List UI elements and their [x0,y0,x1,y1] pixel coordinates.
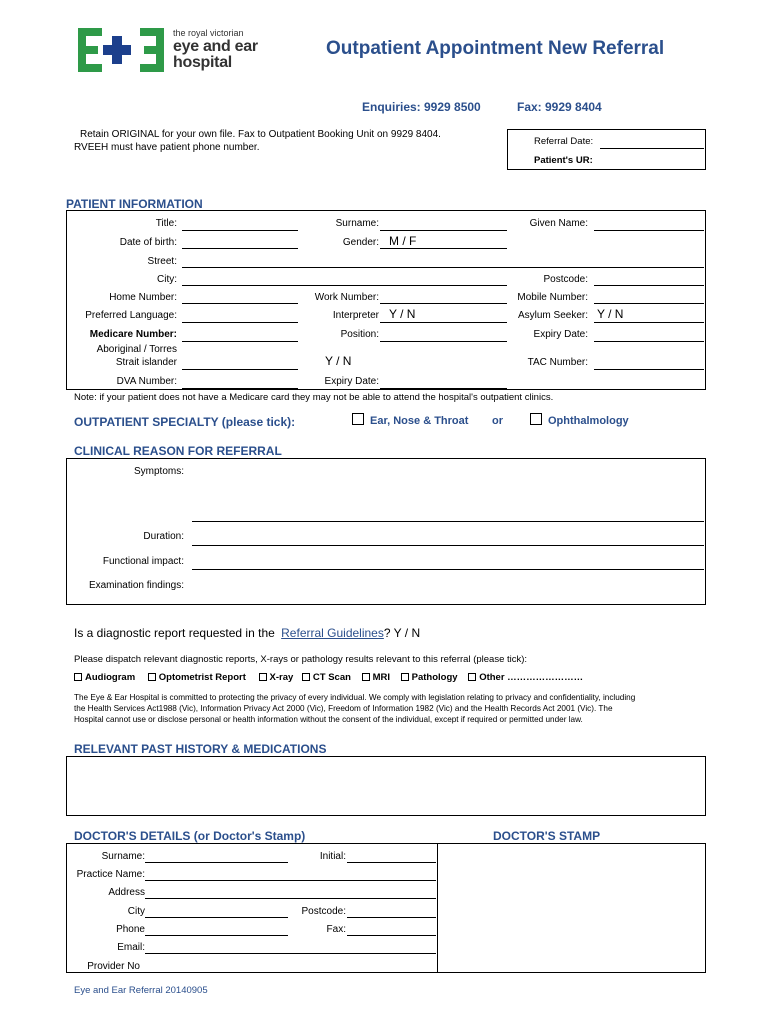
gender-field[interactable] [380,248,507,249]
mri-option[interactable] [362,672,390,683]
mobile-number-label: Mobile Number: [517,292,588,303]
given-name-field[interactable] [594,230,704,231]
expiry-date-label: Expiry Date: [533,329,588,340]
doctor-phone-label: Phone [116,924,145,935]
doctor-initial-label: Initial: [319,851,346,862]
doctor-stamp-heading: DOCTOR'S STAMP [493,829,601,843]
doctor-heading: DOCTOR'S DETAILS (or Doctor's Stamp) [74,829,306,843]
footer-text: Eye and Ear Referral 20140905 [74,985,208,996]
expiry-date-field[interactable] [594,341,704,342]
ct-scan-label: CT Scan [312,672,351,683]
referral-date-field[interactable] [600,148,704,149]
ophthalmology-checkbox[interactable] [530,413,542,425]
symptoms-field[interactable] [192,521,704,522]
surname-label: Surname: [335,218,379,229]
audiogram-checkbox[interactable] [74,673,82,681]
xray-option[interactable] [259,672,294,683]
or-text: or [492,415,503,427]
provider-no-label: Provider No [87,961,140,972]
optometrist-option[interactable] [148,672,246,683]
functional-impact-field[interactable] [192,569,704,570]
optometrist-checkbox[interactable] [148,673,156,681]
tac-number-label: TAC Number: [527,357,588,368]
page-title: Outpatient Appointment New Referral [326,38,665,59]
specialty-heading: OUTPATIENT SPECIALTY (please tick): [74,415,296,429]
interpreter-field[interactable] [380,322,507,323]
fax-number: Fax: 9929 8404 [517,100,602,114]
xray-checkbox[interactable] [259,673,267,681]
city-field[interactable] [182,285,507,286]
work-number-label: Work Number: [314,292,379,303]
other-checkbox[interactable] [468,673,476,681]
address-label: Address [108,887,145,898]
diagnostic-question [74,626,420,640]
mobile-number-field[interactable] [594,303,704,304]
aboriginal-label-line2: Strait islander [115,357,177,368]
audiogram-option[interactable] [74,672,135,683]
preferred-language-field[interactable] [182,322,298,323]
privacy-line-2: the Health Services Act1988 (Vic), Information Privacy Act 2000 (Vic), Freedom of Information 1982 (Vic) and the Health Records Act 2001 (Vic). The [74,704,613,713]
doctor-city-field[interactable] [145,917,288,918]
doctor-email-field[interactable] [145,953,436,954]
position-field[interactable] [380,341,507,342]
patient-ur-label: Patient's UR: [534,155,593,166]
referral-guidelines-link[interactable]: Referral Guidelines [281,626,384,640]
aboriginal-field[interactable] [182,369,298,370]
gender-value[interactable]: M / F [389,234,417,248]
dva-expiry-label: Expiry Date: [324,376,379,387]
duration-field[interactable] [192,545,704,546]
ct-scan-checkbox[interactable] [302,673,310,681]
clinical-heading: CLINICAL REASON FOR REFERRAL [74,444,282,458]
medicare-note: Note: if your patient does not have a Medicare card they may not be able to attend the hospital's outpatient clinics. [74,392,554,403]
logo-line-2: eye and ear [173,38,258,55]
retain-note: Retain ORIGINAL for your own file. Fax to Outpatient Booking Unit on 9929 8404. [80,129,441,140]
referral-date-label: Referral Date: [534,136,594,147]
xray-label: X-ray [269,672,294,683]
asylum-seeker-label: Asylum Seeker: [517,310,588,321]
other-label: Other …………………… [479,672,584,683]
doctor-surname-field[interactable] [145,862,288,863]
doctor-postcode-field[interactable] [347,917,436,918]
city-label: City: [157,274,177,285]
doctor-fax-field[interactable] [347,935,436,936]
ophthalmology-label: Ophthalmology [548,415,629,427]
enquiries-number: Enquiries: 9929 8500 [362,100,481,114]
doctor-stamp-box[interactable] [437,843,706,973]
audiogram-label: Audiogram [85,672,136,683]
privacy-line-3: Hospital cannot use or disclose personal or health information without the consent of the individual, except if required or permitted under law. [74,715,583,724]
doctor-surname-label: Surname: [101,851,145,862]
functional-impact-label: Functional impact: [102,556,184,567]
ct-scan-option[interactable] [302,672,351,683]
aboriginal-value[interactable]: Y / N [325,354,352,368]
ent-checkbox[interactable] [352,413,364,425]
given-name-label: Given Name: [529,218,588,229]
address-field[interactable] [145,898,436,899]
mri-checkbox[interactable] [362,673,370,681]
doctor-postcode-label: Postcode: [301,906,346,917]
doctor-city-label: City [127,906,145,917]
history-box[interactable] [66,756,706,816]
pathology-option[interactable] [401,672,458,683]
doctor-fax-label: Fax: [326,924,346,935]
gender-label: Gender: [342,237,379,248]
doctor-phone-field[interactable] [145,935,288,936]
ent-option[interactable] [352,413,468,427]
surname-field[interactable] [380,230,507,231]
practice-name-field[interactable] [145,880,436,881]
home-number-label: Home Number: [109,292,177,303]
privacy-line-1: The Eye & Ear Hospital is committed to protecting the privacy of every individual. We comply with legislation relating to privacy and confidentiality, including [74,693,636,702]
duration-label: Duration: [143,531,184,542]
street-field[interactable] [182,267,704,268]
pathology-checkbox[interactable] [401,673,409,681]
home-number-field[interactable] [182,303,298,304]
symptoms-label: Symptoms: [133,466,184,477]
asylum-seeker-field[interactable] [594,322,704,323]
ophthalmology-option[interactable] [530,413,629,427]
other-option[interactable] [468,672,583,683]
logo-mark-icon [78,28,164,72]
ent-label: Ear, Nose & Throat [370,415,469,427]
mri-label: MRI [372,672,390,683]
interpreter-label: Interpreter [332,310,379,321]
dva-expiry-field[interactable] [380,388,507,389]
interpreter-value[interactable]: Y / N [389,307,416,321]
practice-name-label: Practice Name: [76,869,145,880]
dva-number-field[interactable] [182,388,298,389]
street-label: Street: [147,256,177,267]
doctor-initial-field[interactable] [347,862,436,863]
tac-number-field[interactable] [594,369,704,370]
asylum-seeker-value[interactable]: Y / N [597,307,624,321]
aboriginal-label-line1: Aboriginal / Torres [96,344,177,355]
dob-label: Date of birth: [119,237,177,248]
diagnostic-yn[interactable]: ? Y / N [383,626,421,640]
history-heading: RELEVANT PAST HISTORY & MEDICATIONS [74,742,327,756]
position-label: Position: [340,329,379,340]
diagnostic-question-text: Is a diagnostic report requested in the [74,626,275,640]
dispatch-instructions: Please dispatch relevant diagnostic reports, X-rays or pathology results relevant to this referral (please tick): [74,654,528,665]
title-field[interactable] [182,230,298,231]
preferred-language-label: Preferred Language: [85,310,177,321]
logo-line-3: hospital [173,54,232,71]
logo-line-1: the royal victorian [173,28,244,38]
dob-field[interactable] [182,248,298,249]
diagnostic-options [74,672,583,683]
doctor-email-label: Email: [117,942,145,953]
postcode-field[interactable] [594,285,704,286]
patient-info-heading: PATIENT INFORMATION [66,197,203,211]
pathology-label: Pathology [411,672,458,683]
medicare-label: Medicare Number: [89,329,177,340]
postcode-label: Postcode: [543,274,588,285]
phone-required-note: RVEEH must have patient phone number. [74,142,260,153]
dva-number-label: DVA Number: [116,376,177,387]
hospital-logo [78,28,278,74]
medicare-field[interactable] [182,341,298,342]
optometrist-label: Optometrist Report [158,672,246,683]
title-label: Title: [155,218,177,229]
examination-label: Examination findings: [88,580,184,591]
work-number-field[interactable] [380,303,507,304]
